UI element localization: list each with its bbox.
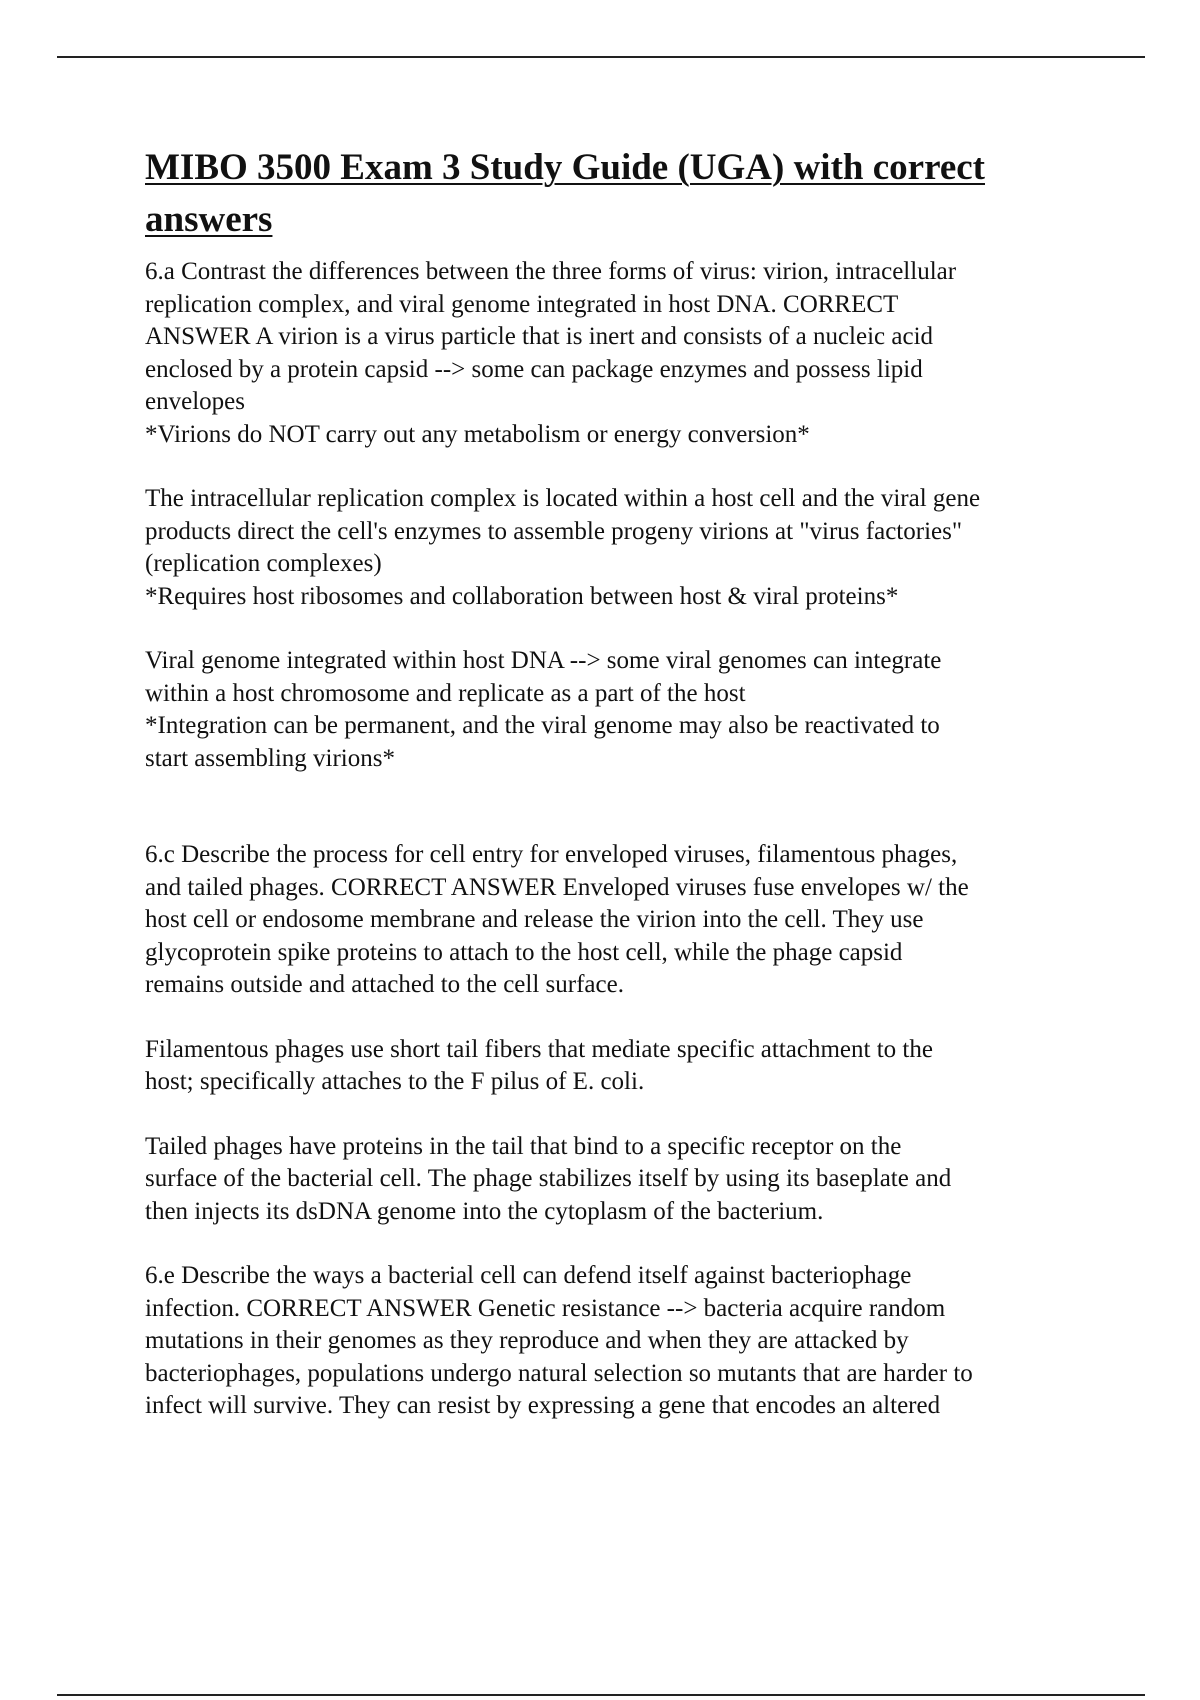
body-paragraph: Viral genome integrated within host DNA --> some viral genomes can integrate within a host chromosome and replicate as a part of the host *Integration can be permanent, and the viral genome may also be reactivated to start assembling virions*: [145, 647, 942, 772]
bottom-rule: [57, 1694, 1145, 1696]
paragraph-spacer: [145, 1228, 1105, 1260]
paragraph-spacer: [145, 1099, 1105, 1131]
body-paragraph: 6.e Describe the ways a bacterial cell can defend itself against bacteriophage infection. CORRECT ANSWER Genetic resistance --> bacteria acquire random mutations in their genomes as they reproduce and when they are attacked by bacteriophages, populations undergo natural selection so mutants that are harder to infect will survive. They can resist by expressing a gene that encodes an altered: [145, 1262, 973, 1419]
body-paragraph: Tailed phages have proteins in the tail that bind to a specific receptor on the surface of the bacterial cell. The phage stabilizes itself by using its baseplate and then injects its dsDNA genome into the cytoplasm of the bacterium.: [145, 1132, 952, 1225]
body-paragraph: 6.c Describe the process for cell entry for enveloped viruses, filamentous phages, and tailed phages. CORRECT ANSWER Enveloped viruses fuse envelopes w/ the host cell or endosome membrane and release the virion into the cell. They use glycoprotein spike proteins to attach to the host cell, while the phage capsid remains outside and attached to the cell surface.: [145, 841, 969, 998]
body-paragraph: 6.a Contrast the differences between the three forms of virus: virion, intracellular replication complex, and viral genome integrated in host DNA. CORRECT ANSWER A virion is a virus particle that is inert and consists of a nucleic acid enclosed by a protein capsid --> some can package enzymes and possess lipid envelopes *Virions do NOT carry out any metabolism or energy conversion*: [145, 258, 957, 448]
paragraph-spacer: [145, 451, 1105, 483]
document-title: MIBO 3500 Exam 3 Study Guide (UGA) with correct answers: [145, 147, 985, 240]
document-body: [145, 256, 1105, 1423]
paragraph-spacer: [145, 613, 1105, 645]
paragraph-spacer: [145, 775, 1105, 839]
body-paragraph: The intracellular replication complex is located within a host cell and the viral gene products direct the cell's enzymes to assemble progeny virions at "virus factories" (replication complexes) *Requires host ribosomes and collaboration between host & viral proteins*: [145, 485, 981, 610]
top-rule: [57, 56, 1145, 58]
page-content: [145, 142, 1105, 1423]
paragraph-spacer: [145, 1002, 1105, 1034]
body-paragraph: Filamentous phages use short tail fibers that mediate specific attachment to the host; specifically attaches to the F pilus of E. coli.: [145, 1035, 933, 1095]
